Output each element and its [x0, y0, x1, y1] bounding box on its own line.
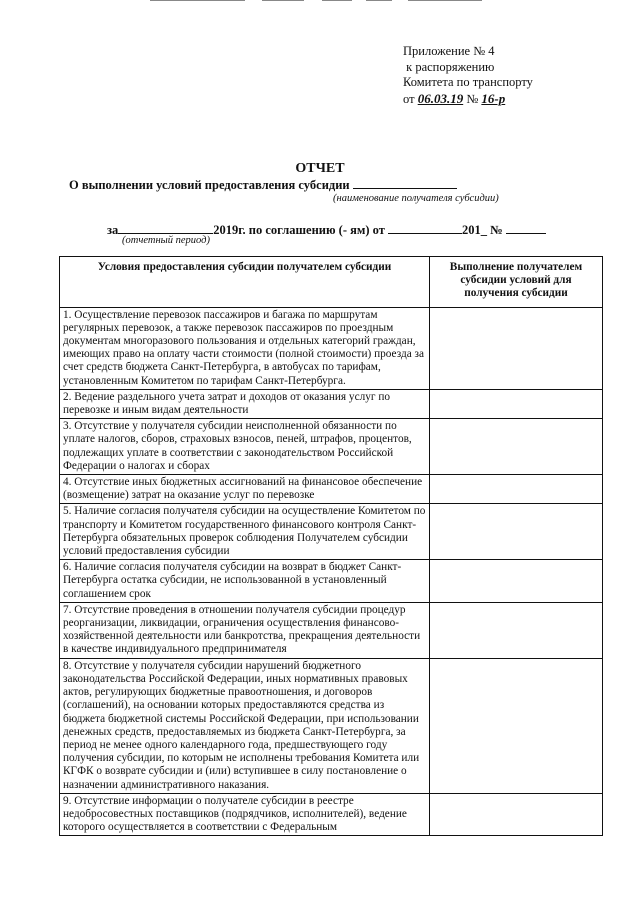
header-conditions: Условия предоставления субсидии получателем субсидии: [60, 257, 430, 308]
appendix-block: [403, 44, 533, 107]
fulfillment-cell[interactable]: [430, 419, 603, 475]
condition-cell: 2. Ведение раздельного учета затрат и доходов от оказания услуг по перевозке и иным видам деятельности: [60, 389, 430, 418]
table-row: [60, 419, 603, 475]
table-row: [60, 389, 603, 418]
table-row: [60, 475, 603, 504]
condition-cell: 5. Наличие согласия получателя субсидии на осуществление Комитетом по транспорту и Комитетом государственного финансового контроля Санкт-Петербурга обязательных проверок соблюдения Получателем субсидии условий предоставления субсидии: [60, 504, 430, 560]
table-row: [60, 658, 603, 793]
period-year-text: 2019г. по соглашению (- ям) от: [213, 223, 385, 237]
fulfillment-cell[interactable]: [430, 307, 603, 389]
scan-edge-mark: [322, 0, 352, 1]
condition-cell: 7. Отсутствие проведения в отношении получателя субсидии процедур реорганизации, ликвидации, ограничения осуществления финансово-хозяйственной деятельности или банкротства, прекращения деятельности в качестве индивидуального предпринимателя: [60, 602, 430, 658]
date-prefix: от: [403, 91, 415, 106]
agreement-number-sign: №: [490, 223, 503, 237]
appendix-line-1: Приложение № 4: [403, 44, 495, 58]
condition-cell: 8. Отсутствие у получателя субсидии нарушений бюджетного законодательства Российской Федерации, иных нормативных правовых актов, регулирующих бюджетные правоотношения, и договоров (соглашений), на основании которых предоставляются средства из бюджета бюджетной системы Российской Федерации, при использовании денежных средств, предоставляемых из бюджета Санкт-Петербурга, за период не менее одного календарного года, предшествующего году получения субсидии, по которым не исполнены требования Комитета или КГФК о возврате субсидии и (или) вступившее в силу постановление о назначении административного наказания.: [60, 658, 430, 793]
condition-cell: 4. Отсутствие иных бюджетных ассигнований на финансовое обеспечение (возмещение) затрат на оказание услуг по перевозке: [60, 475, 430, 504]
report-title: ОТЧЕТ: [295, 161, 345, 176]
scan-edge-mark: [150, 0, 245, 1]
fulfillment-cell[interactable]: [430, 475, 603, 504]
period-blank[interactable]: [118, 222, 213, 234]
fulfillment-cell[interactable]: [430, 602, 603, 658]
header-fulfillment: Выполнение получателем субсидии условий для получения субсидии: [430, 257, 603, 308]
scan-edge-mark: [366, 0, 392, 1]
table-row: [60, 504, 603, 560]
fulfillment-cell[interactable]: [430, 389, 603, 418]
handwritten-date: 06.03.19: [417, 90, 464, 106]
recipient-name-blank[interactable]: [353, 177, 457, 189]
period-za: за: [107, 223, 119, 237]
number-sign: №: [466, 91, 479, 106]
appendix-line-3: Комитета по транспорту: [403, 75, 533, 89]
table-row: [60, 602, 603, 658]
period-caption: (отчетный период): [122, 235, 210, 246]
table-row: [60, 307, 603, 389]
recipient-caption: (наименование получателя субсидии): [333, 193, 499, 204]
table-row: [60, 793, 603, 836]
fulfillment-cell[interactable]: [430, 658, 603, 793]
appendix-date-line: [403, 91, 533, 108]
table-row: [60, 560, 603, 603]
condition-cell: 6. Наличие согласия получателя субсидии на возврат в бюджет Санкт-Петербурга остатка субсидии, не использованной в установленный соглашением срок: [60, 560, 430, 603]
condition-cell: 9. Отсутствие информации о получателе субсидии в реестре недобросовестных поставщиков (подрядчиков, исполнителей), ведение которого осуществляется в соответствии с Федеральным: [60, 793, 430, 836]
scan-edge-mark: [408, 0, 482, 1]
report-subtitle-line: [69, 177, 457, 193]
scan-edge-mark: [262, 0, 304, 1]
fulfillment-cell[interactable]: [430, 504, 603, 560]
conditions-table: [59, 256, 603, 836]
condition-cell: 3. Отсутствие у получателя субсидии неисполненной обязанности по уплате налогов, сборов, страховых взносов, пеней, штрафов, процентов, подлежащих уплате в соответствии с законодательством Российской Федерации о налогах и сборах: [60, 419, 430, 475]
appendix-line-2: к распоряжению: [406, 59, 495, 74]
condition-cell: 1. Осуществление перевозок пассажиров и багажа по маршрутам регулярных перевозок, а также перевозок пассажиров по проездным документам многоразового пользования и отдельных категорий граждан, имеющих право на оплату части стоимости (полной стоимости) проезда за счет средств бюджета Санкт-Петербурга, в автобусах по тарифам, установленным Комитетом по тарифам Санкт-Петербурга.: [60, 307, 430, 389]
table-header-row: [60, 257, 603, 308]
report-subtitle: О выполнении условий предоставления субсидии: [69, 178, 350, 192]
agreement-date-blank[interactable]: [388, 222, 462, 234]
fulfillment-cell[interactable]: [430, 560, 603, 603]
fulfillment-cell[interactable]: [430, 793, 603, 836]
agreement-number-blank[interactable]: [506, 222, 546, 234]
handwritten-number: 16-р: [481, 90, 506, 106]
period-year-suffix: 201_: [462, 223, 488, 237]
